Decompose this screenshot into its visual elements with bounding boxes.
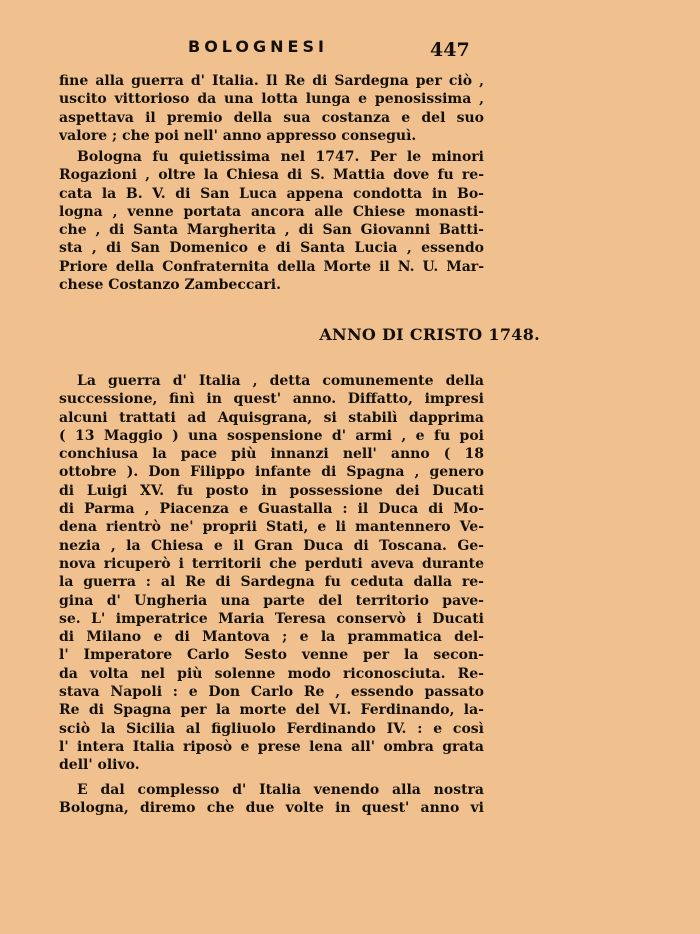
text-line: logna , venne portata ancora alle Chiese monasti- (59, 203, 484, 220)
text-line: stava Napoli : e Don Carlo Re , essendo passato (59, 684, 484, 701)
text-line: di Luigi XV. fu posto in possessione dei Ducati (59, 482, 484, 499)
text-line: gina d' Ungheria una parte del territorio pave- (59, 592, 484, 609)
text-line: successione, finì in quest' anno. Diffatto, impresi (59, 391, 484, 408)
text-line: E dal complesso d' Italia venendo alla nostra (77, 782, 484, 798)
text-line: sta , di San Domenico e di Santa Lucia , essendo (59, 240, 484, 257)
text-line: se. L' imperatrice Maria Teresa conservò i Ducati (59, 610, 484, 627)
running-title: BOLOGNESI (188, 37, 328, 56)
text-line: di Parma , Piacenza e Guastalla : il Duca di Mo- (59, 501, 484, 518)
text-line: alcuni trattati ad Aquisgrana, si stabilì dapprima (59, 409, 484, 426)
text-line: nezia , la Chiesa e il Gran Duca di Toscana. Ge- (59, 537, 484, 554)
text-line: nova ricuperò i territorii che perduti aveva durante (59, 555, 484, 572)
text-line: la guerra : al Re di Sardegna fu ceduta dalla re- (59, 574, 484, 591)
text-line: l' Imperatore Carlo Sesto venne per la secon- (59, 647, 484, 664)
text-line: chese Costanzo Zambeccari. (59, 277, 282, 294)
section-heading (0, 325, 540, 344)
text-line: Priore della Confraternita della Morte il N. U. Mar- (59, 258, 484, 275)
text-line: cata la B. V. di San Luca appena condotta in Bo- (59, 185, 484, 202)
text-line: dena rientrò ne' proprii Stati, e li mantennero Ve- (59, 519, 484, 536)
text-line: ( 13 Maggio ) una sospensione d' armi , e fu poi (59, 427, 484, 444)
page-number: 447 (430, 39, 470, 61)
text-line: l' intera Italia riposò e prese lena all' ombra grata (59, 738, 484, 755)
text-line: Bologna fu quietissima nel 1747. Per le minori (77, 149, 484, 165)
paragraph-continuation (59, 72, 484, 145)
text-line: di Milano e di Mantova ; e la prammatica del- (59, 629, 484, 646)
text-line: fine alla guerra d' Italia. Il Re di Sardegna per ciò , (59, 73, 484, 89)
text-line: Rogazioni , oltre la Chiesa di S. Mattia dove fu re- (59, 167, 484, 184)
text-line: valore ; che poi nell' anno appresso conseguì. (59, 127, 417, 144)
text-line: Re di Spagna per la morte del VI. Ferdinando, la- (59, 702, 484, 719)
text-line: sciò la Sicilia al figliuolo Ferdinando IV. : e così (59, 720, 484, 737)
page-header (0, 37, 700, 63)
text-line: che , di Santa Margherita , di San Giovanni Batti- (59, 222, 484, 239)
text-line: La guerra d' Italia , detta comunemente della (77, 373, 484, 389)
text-line: ottobre ). Don Filippo infante di Spagna , genero (59, 464, 484, 481)
text-line: dell' olivo. (59, 757, 140, 774)
text-line: da volta nel più solenne modo riconosciuta. Re- (59, 665, 484, 682)
text-line: Bologna, diremo che due volte in quest' anno vi (59, 800, 484, 817)
paragraph-1747 (59, 148, 484, 294)
paragraph-1748 (59, 372, 484, 775)
section-heading-text: ANNO DI CRISTO 1748. (319, 325, 540, 344)
text-line: conchiusa la pace più innanzi nell' anno ( 18 (59, 446, 484, 463)
paragraph-bologna (59, 781, 484, 818)
text-line: aspettava il premio della sua costanza e del suo (59, 109, 484, 126)
text-line: uscito vittorioso da una lotta lunga e penosissima , (59, 91, 484, 108)
